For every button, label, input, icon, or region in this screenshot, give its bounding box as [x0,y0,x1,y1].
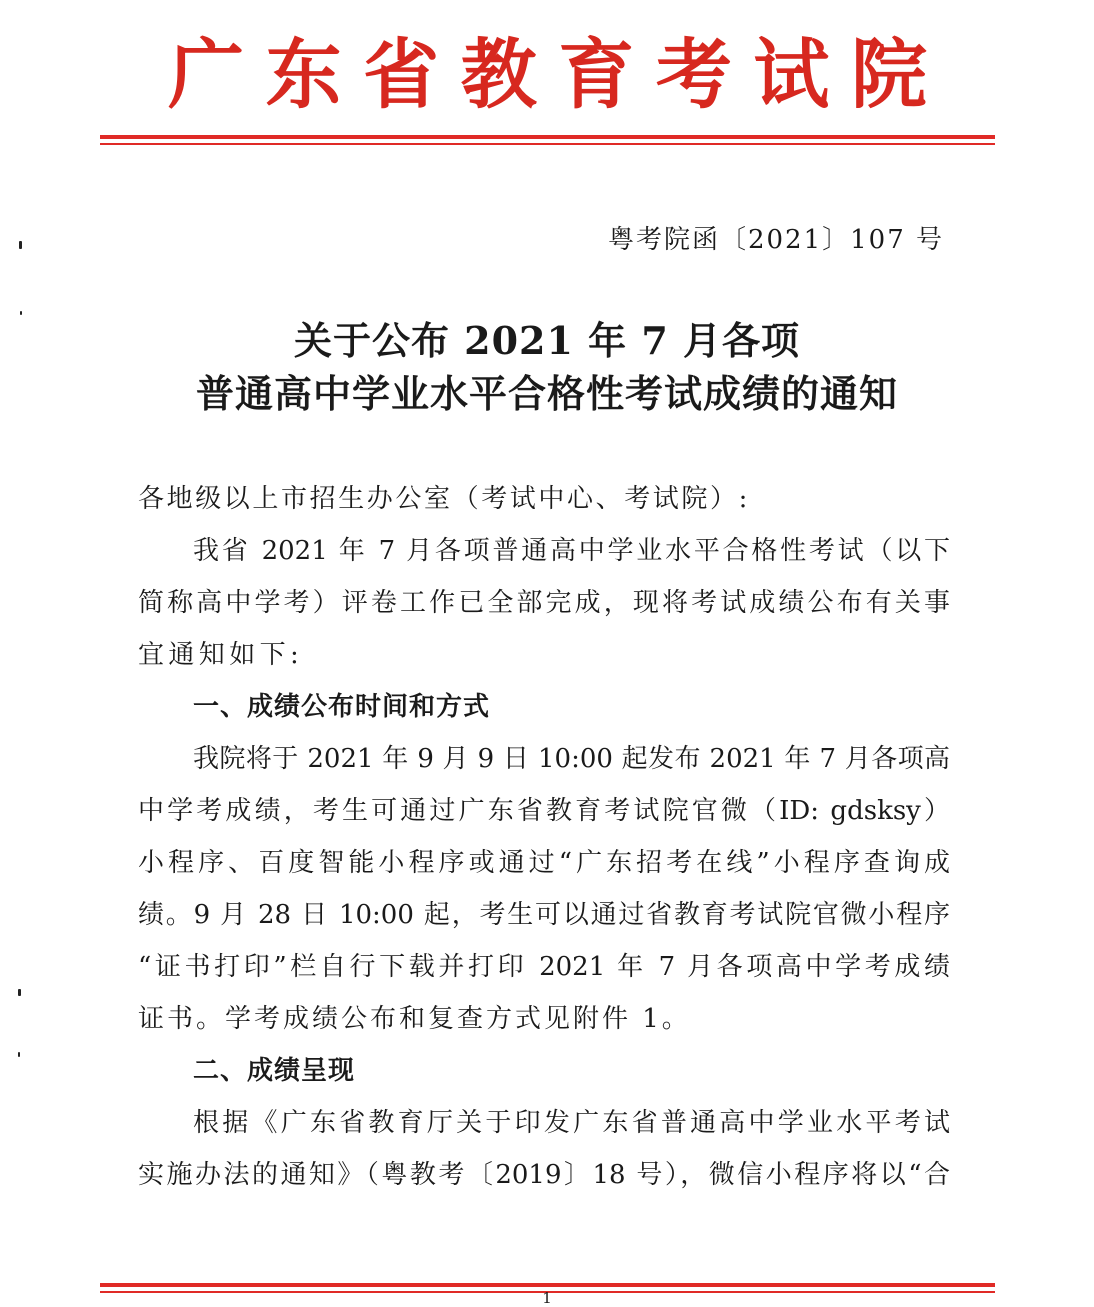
masthead-char: 院 [850,30,927,119]
document-number: 粤考院函〔2021〕107 号 [607,225,944,255]
scan-speck [18,1052,20,1057]
masthead-char: 广 [168,30,244,119]
masthead-char: 东 [265,30,342,119]
masthead [160,30,935,120]
masthead-char: 教 [460,30,537,119]
masthead-char: 育 [558,30,635,119]
page-number: 1 [542,1289,552,1307]
section-1-line: 我院将于 2021 年 9 月 9 日 10:00 起发布 2021 年 7 月各项高 [193,744,950,774]
scan-speck [20,311,22,315]
section-1-line: 绩。9 月 28 日 10:00 起，考生可以通过省教育考试院官微小程序 [138,900,950,930]
section-1-line: “证书打印”栏自行下载并打印 2021 年 7 月各项高中学考成绩 [138,952,950,982]
header-rule-thin [100,143,995,145]
scan-speck [19,241,22,249]
section-2-line: 实施办法的通知》（粤教考〔2019〕18 号），微信小程序将以“合 [138,1160,950,1190]
scan-speck [18,989,21,996]
intro-line: 简称高中学考）评卷工作已全部完成，现将考试成绩公布有关事 [138,588,950,618]
intro-line: 宜通知如下: [138,640,304,670]
notice-title-line-2: 普通高中学业水平合格性考试成绩的通知 [195,371,898,416]
footer-rule-thick [100,1283,995,1287]
masthead-char: 试 [753,30,830,119]
salutation: 各地级以上市招生办公室（考试中心、考试院）: [138,484,750,514]
intro-line: 我省 2021 年 7 月各项普通高中学业水平合格性考试（以下 [193,536,950,566]
header-rule-thick [100,135,995,139]
section-1-line: 小程序、百度智能小程序或通过“广东招考在线”小程序查询成 [138,848,950,878]
masthead-char: 考 [655,30,732,119]
section-1-line: 证书。学考成绩公布和复查方式见附件 1。 [138,1004,691,1034]
masthead-char: 省 [363,30,440,119]
section-1-heading: 一、成绩公布时间和方式 [193,692,491,722]
section-1-line: 中学考成绩，考生可通过广东省教育考试院官微（ID: gdsksy） [138,796,950,826]
notice-title-line-1: 关于公布 2021 年 7 月各项 [293,318,801,363]
section-2-line: 根据《广东省教育厅关于印发广东省普通高中学业水平考试 [193,1108,950,1138]
section-2-heading: 二、成绩呈现 [193,1056,356,1086]
